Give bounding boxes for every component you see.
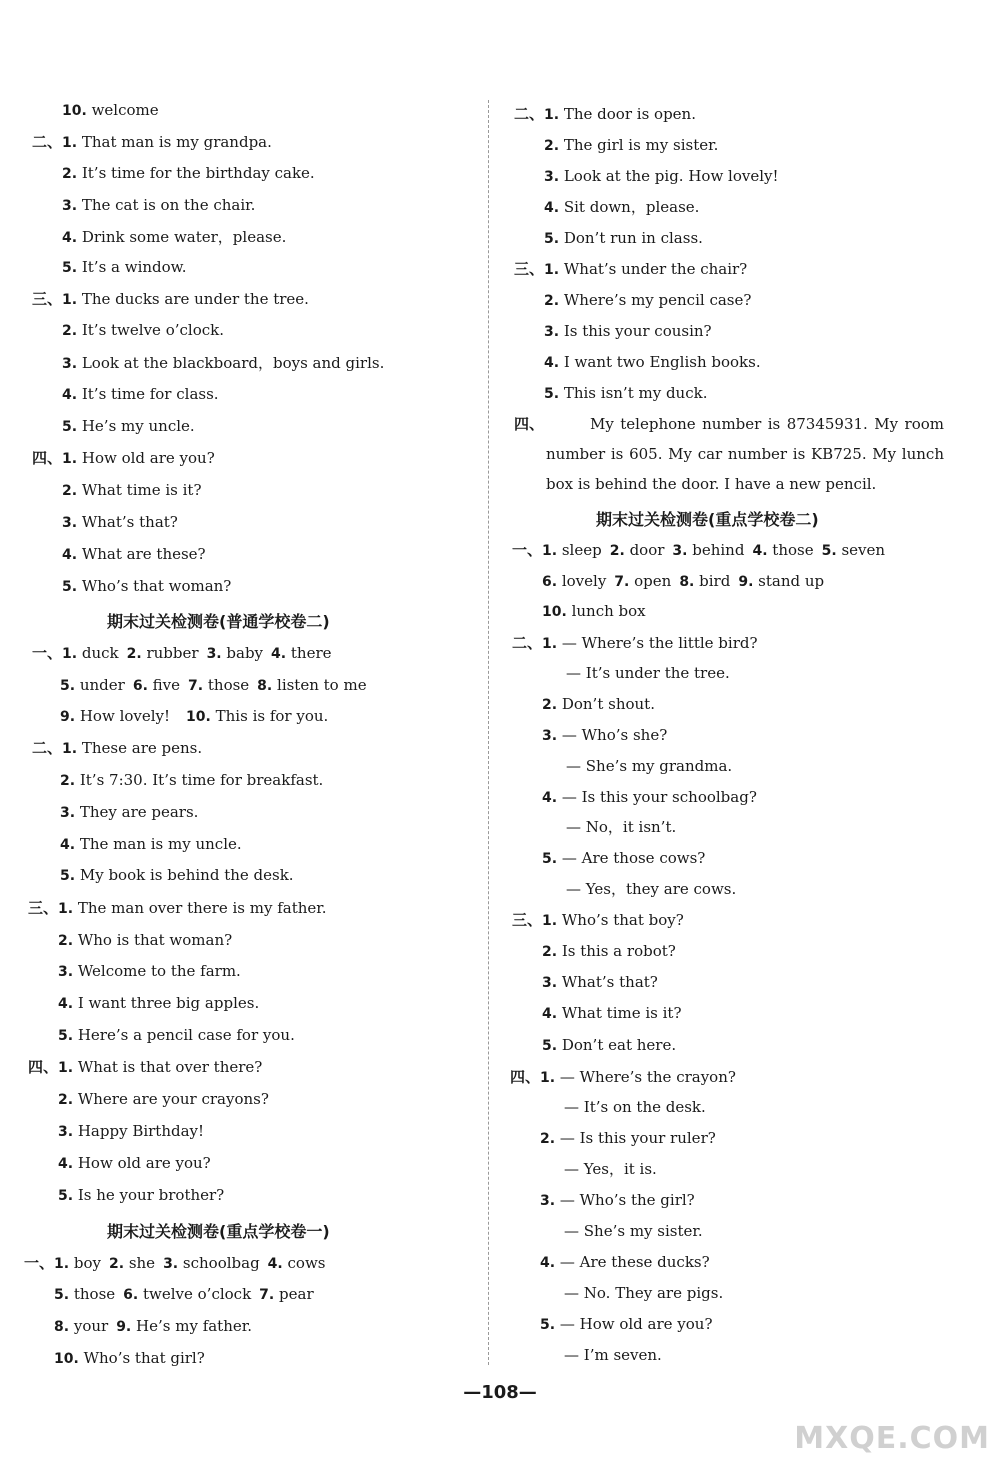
- answer-line: 2. What time is it?: [62, 481, 202, 499]
- answer-line: 3. The cat is on the chair.: [62, 196, 256, 214]
- section-title: 期末过关检测卷(重点学校卷二): [596, 510, 819, 529]
- answer-line: 二、1. That man is my grandpa.: [32, 133, 272, 151]
- answer-line: 3. Look at the blackboard，boys and girls.: [62, 354, 385, 372]
- answer-line: 5. My book is behind the desk.: [60, 866, 294, 884]
- answer-line: 一、1. sleep 2. door 3. behind 4. those 5. seven: [512, 541, 886, 559]
- answer-line: 二、1. These are pens.: [32, 739, 203, 757]
- answer-line: 2. Where’s my pencil case?: [544, 291, 752, 309]
- answer-line: 2. Who is that woman?: [58, 931, 233, 949]
- answer-line: 5. — Are those cows?: [542, 849, 706, 867]
- answer-line: 5. Who’s that woman?: [62, 577, 232, 595]
- answer-line: 4. What are these?: [62, 545, 206, 563]
- answer-line: 2. Where are your crayons?: [58, 1090, 269, 1108]
- answer-line: 5. those 6. twelve o’clock 7. pear: [54, 1285, 314, 1303]
- answer-line: 3. Welcome to the farm.: [58, 962, 241, 980]
- answer-line: 二、1. — Where’s the little bird?: [512, 634, 758, 652]
- answer-line: 9. How lovely! 10. This is for you.: [60, 707, 329, 725]
- answer-line: 10. welcome: [62, 101, 159, 119]
- page-number: —108—: [463, 1382, 537, 1403]
- answer-line: 5. under 6. five 7. those 8. listen to me: [60, 676, 367, 694]
- answer-line: 三、1. The man over there is my father.: [28, 899, 327, 917]
- answer-line: 四、1. — Where’s the crayon?: [510, 1068, 736, 1086]
- answer-line: 5. Don’t run in class.: [544, 229, 703, 247]
- answer-line: — No. They are pigs.: [564, 1284, 724, 1302]
- answer-line: 4. It’s time for class.: [62, 385, 219, 403]
- answer-line: — It’s on the desk.: [564, 1098, 706, 1116]
- section-title: 期末过关检测卷(普通学校卷二): [107, 612, 330, 631]
- answer-line: 5. Don’t eat here.: [542, 1036, 677, 1054]
- answer-line: 10. Who’s that girl?: [54, 1349, 205, 1367]
- answer-line: 5. — How old are you?: [540, 1315, 713, 1333]
- section-title: 期末过关检测卷(重点学校卷一): [107, 1222, 330, 1241]
- answer-line: 3. They are pears.: [60, 803, 199, 821]
- answer-line: 三、1. What’s under the chair?: [514, 260, 748, 278]
- answer-line: 8. your 9. He’s my father.: [54, 1317, 253, 1335]
- answer-line: 4. I want two English books.: [544, 353, 761, 371]
- answer-line: 4. Drink some water，please.: [62, 228, 287, 246]
- answer-line: — She’s my grandma.: [566, 757, 733, 775]
- answer-line: 3. Happy Birthday!: [58, 1122, 205, 1140]
- answer-line: 3. — Who’s she?: [542, 726, 668, 744]
- answer-line: 4. The man is my uncle.: [60, 835, 242, 853]
- answer-line: 3. — Who’s the girl?: [540, 1191, 695, 1209]
- answer-line: — I’m seven.: [564, 1346, 662, 1364]
- answer-line: 4. — Are these ducks?: [540, 1253, 710, 1271]
- answer-paragraph: My telephone number is 87345931. My room number is 605. My car number is KB725. My lunch box is behind the door. I have a new pencil.: [546, 415, 944, 493]
- answer-line: — Yes，it is.: [564, 1160, 657, 1178]
- answer-line: 4. Sit down，please.: [544, 198, 700, 216]
- answer-line: 2. Don’t shout.: [542, 695, 655, 713]
- answer-line: 2. — Is this your ruler?: [540, 1129, 716, 1147]
- answer-line: 4. What time is it?: [542, 1004, 682, 1022]
- answer-line: 3. What’s that?: [62, 513, 178, 531]
- answer-line: 四、1. How old are you?: [32, 449, 215, 467]
- answer-line: 2. It’s twelve o’clock.: [62, 321, 224, 339]
- answer-line: 一、1. boy 2. she 3. schoolbag 4. cows: [24, 1254, 326, 1272]
- answer-line: 10. lunch box: [542, 602, 646, 620]
- answer-line: 三、1. Who’s that boy?: [512, 911, 684, 929]
- answer-line: 2. It’s 7:30. It’s time for breakfast.: [60, 771, 324, 789]
- answer-line: — Yes，they are cows.: [566, 880, 737, 898]
- answer-line: 三、1. The ducks are under the tree.: [32, 290, 309, 308]
- answer-line: 5. It’s a window.: [62, 258, 187, 276]
- answer-line: 5. Is he your brother?: [58, 1186, 225, 1204]
- answer-line: 6. lovely 7. open 8. bird 9. stand up: [542, 572, 825, 590]
- answer-line: 一、1. duck 2. rubber 3. baby 4. there: [32, 644, 332, 662]
- answer-line: 3. Look at the pig. How lovely!: [544, 167, 779, 185]
- watermark: MXQE.COM: [794, 1421, 990, 1456]
- answer-line: — She’s my sister.: [564, 1222, 703, 1240]
- answer-line: 四、1. What is that over there?: [28, 1058, 263, 1076]
- answer-line: 5. He’s my uncle.: [62, 417, 195, 435]
- answer-line: — It’s under the tree.: [566, 664, 730, 682]
- answer-line: 4. — Is this your schoolbag?: [542, 788, 757, 806]
- answer-line: 5. Here’s a pencil case for you.: [58, 1026, 295, 1044]
- answer-line: 3. Is this your cousin?: [544, 322, 712, 340]
- answer-line: 2. It’s time for the birthday cake.: [62, 164, 315, 182]
- answer-line: 4. I want three big apples.: [58, 994, 260, 1012]
- section-label: 四、: [514, 415, 545, 433]
- answer-line: 5. This isn’t my duck.: [544, 384, 708, 402]
- answer-line: — No，it isn’t.: [566, 818, 677, 836]
- answer-line: 2. The girl is my sister.: [544, 136, 719, 154]
- answer-line: 2. Is this a robot?: [542, 942, 676, 960]
- column-divider: [488, 100, 489, 1365]
- answer-line: 二、1. The door is open.: [514, 105, 696, 123]
- answer-line: 3. What’s that?: [542, 973, 658, 991]
- answer-line: 4. How old are you?: [58, 1154, 211, 1172]
